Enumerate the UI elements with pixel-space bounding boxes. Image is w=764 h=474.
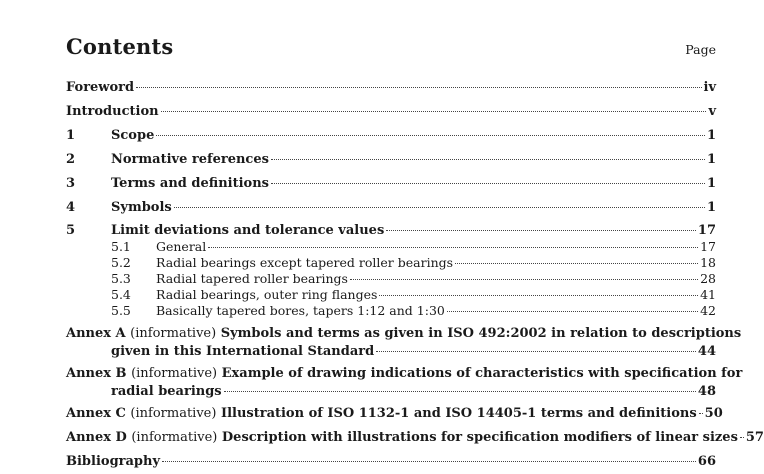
toc-subentry-outer-ring-flanges[interactable] [111, 287, 716, 303]
toc-entry-title: Radial bearings, outer ring flanges [156, 287, 378, 302]
dot-leader [156, 135, 705, 136]
annex-label: Annex B [66, 366, 127, 381]
toc-entry-title: Limit deviations and tolerance values [111, 223, 385, 238]
annex-title-line2: given in this International Standard [111, 344, 375, 359]
subsection-number: 5.1 [111, 239, 131, 254]
toc-entry-title: General [156, 239, 207, 254]
annex-title-line1: Example of drawing indications of characteristics with specification for [221, 366, 743, 381]
toc-entry-title: Normative references [111, 152, 269, 167]
toc-entry-title: Radial bearings except tapered roller bearings [156, 255, 454, 270]
annex-label: Annex C [66, 406, 126, 421]
dot-leader [379, 295, 698, 296]
annex-kind: (informative) [130, 326, 217, 341]
toc-page-number: 41 [700, 287, 716, 302]
annex-kind: (informative) [130, 406, 217, 421]
toc-page-number: 1 [706, 128, 716, 143]
toc-page-number: 1 [706, 176, 716, 191]
toc-subentry-general[interactable] [111, 239, 716, 255]
toc-annex-a[interactable] [66, 325, 742, 361]
toc-entry-introduction[interactable] [66, 104, 716, 120]
annex-label: Annex A [66, 326, 126, 341]
subsection-number: 5.5 [111, 303, 131, 318]
dot-leader [447, 311, 698, 312]
toc-entry-bibliography[interactable] [66, 454, 716, 470]
toc-entry-title: Radial tapered roller bearings [156, 271, 348, 286]
toc-page-number: 57 [745, 430, 764, 445]
subsection-number: 5.2 [111, 255, 131, 270]
toc-page-number: 17 [700, 239, 716, 254]
page-title: Contents [66, 34, 174, 59]
toc-entry-title: Foreword [66, 80, 135, 95]
dot-leader [162, 461, 696, 462]
toc-subentry-radial-bearings[interactable] [111, 255, 716, 271]
annex-title: Description with illustrations for specification modifiers of linear sizes [221, 430, 738, 445]
toc-page-number: 18 [700, 255, 716, 270]
toc-page-number: 1 [706, 152, 716, 167]
toc-page-number: 50 [704, 406, 723, 421]
dot-leader [376, 351, 696, 352]
toc-entry-title: Symbols [111, 200, 172, 215]
dot-leader [271, 159, 705, 160]
toc-annex-c[interactable] [66, 405, 723, 423]
dot-leader [136, 87, 701, 88]
toc-page-number: 28 [700, 271, 716, 286]
dot-leader [455, 263, 698, 264]
dot-leader [271, 183, 705, 184]
toc-entry-terms-and-definitions[interactable] [66, 176, 716, 192]
dot-leader [224, 391, 696, 392]
annex-title-line1: Symbols and terms as given in ISO 492:2002 in relation to descriptions [220, 326, 742, 341]
page-column-label: Page [685, 42, 716, 57]
section-number: 5 [66, 223, 76, 238]
toc-entry-title: Bibliography [66, 454, 161, 469]
toc-page-number: 17 [697, 223, 716, 238]
toc-entry-scope[interactable] [66, 128, 716, 144]
toc-page-number: v [708, 104, 716, 119]
section-number: 1 [66, 128, 76, 143]
toc-annex-b[interactable] [66, 365, 743, 401]
toc-subentry-tapered-bores[interactable] [111, 303, 716, 319]
toc-entry-title: Introduction [66, 104, 159, 119]
toc-page-number: iv [703, 80, 716, 95]
annex-label: Annex D [66, 430, 127, 445]
toc-entry-limit-deviations[interactable] [66, 223, 716, 239]
toc-page-number: 44 [697, 344, 716, 359]
section-number: 4 [66, 200, 76, 215]
dot-leader [740, 437, 744, 438]
toc-page-number: 42 [700, 303, 716, 318]
table-of-contents [66, 0, 764, 474]
toc-entry-foreword[interactable] [66, 80, 716, 96]
toc-entry-title: Terms and definitions [111, 176, 269, 191]
dot-leader [174, 207, 705, 208]
toc-page-number: 66 [697, 454, 716, 469]
toc-entry-title: Basically tapered bores, tapers 1:12 and 1:30 [156, 303, 445, 318]
annex-title-line2: radial bearings [111, 384, 222, 399]
subsection-number: 5.4 [111, 287, 131, 302]
annex-kind: (informative) [131, 366, 218, 381]
section-number: 2 [66, 152, 76, 167]
toc-subentry-tapered-roller[interactable] [111, 271, 716, 287]
dot-leader [161, 111, 707, 112]
dot-leader [350, 279, 698, 280]
toc-page-number: 1 [706, 200, 716, 215]
dot-leader [208, 247, 698, 248]
section-number: 3 [66, 176, 76, 191]
dot-leader [699, 413, 703, 414]
toc-entry-normative-references[interactable] [66, 152, 716, 168]
toc-entry-title: Scope [111, 128, 155, 143]
annex-title: Illustration of ISO 1132-1 and ISO 14405-1 terms and definitions [220, 406, 697, 421]
toc-page-number: 48 [697, 384, 716, 399]
toc-annex-d[interactable] [66, 429, 764, 447]
toc-entry-symbols[interactable] [66, 200, 716, 216]
subsection-number: 5.3 [111, 271, 131, 286]
dot-leader [386, 230, 696, 231]
annex-kind: (informative) [131, 430, 218, 445]
